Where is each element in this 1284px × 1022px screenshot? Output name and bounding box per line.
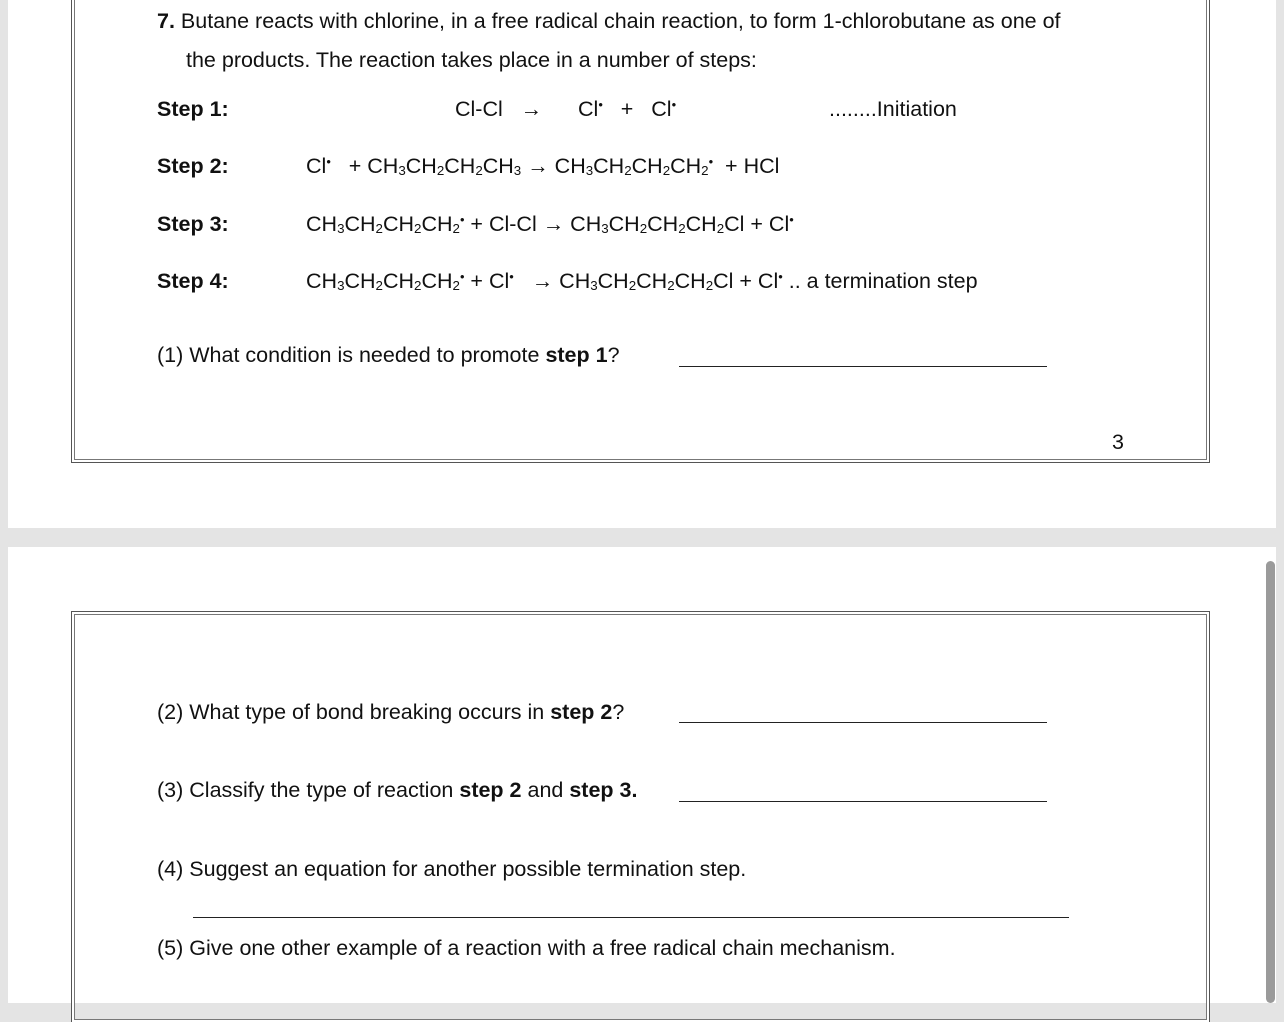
step-4-label: Step 4: — [157, 269, 229, 293]
page-number: 3 — [1112, 430, 1124, 454]
answer-blank-1[interactable] — [679, 366, 1047, 367]
step-4-equation: $CH_3CH_2CH_2CH_2^• + Cl^• \to CH_3CH_2CH_2CH_2Cl + Cl^•$ .. a termination step — [306, 268, 978, 293]
answer-blank-2[interactable] — [679, 722, 1047, 723]
question-4: (4) Suggest an equation for another possible termination step. — [157, 857, 747, 881]
step-2-label: Step 2: — [157, 154, 229, 178]
document-page-1 — [8, 0, 1276, 528]
vertical-scrollbar[interactable] — [1266, 561, 1275, 1003]
step-3-equation: $CH_3CH_2CH_2CH_2^• + Cl-Cl \to CH_3CH_2CH_2CH_2Cl + Cl^•$ — [306, 211, 794, 236]
question-2: (2) What type of bond breaking occurs in step 2? — [157, 700, 625, 724]
answer-blank-4[interactable] — [193, 917, 1069, 918]
step-1-label: Step 1: — [157, 97, 229, 121]
document-page-2 — [8, 547, 1276, 1003]
question-1: (1) What condition is needed to promote step 1? — [157, 343, 620, 367]
step-2-equation: $Cl^• + CH_3CH_2CH_2CH_3 \to CH_3CH_2CH_2CH_2^•$ + HCl — [306, 153, 780, 178]
question-5: (5) Give one other example of a reaction with a free radical chain mechanism. — [157, 936, 896, 960]
question-3: (3) Classify the type of reaction step 2 and step 3. — [157, 778, 638, 802]
question-7-intro-line1: 7. Butane reacts with chlorine, in a free radical chain reaction, to form 1-chlorobutane as one of — [157, 9, 1061, 33]
initiation-label: ........Initiation — [829, 97, 957, 121]
step-3-label: Step 3: — [157, 212, 229, 236]
question-7-intro-line2: the products. The reaction takes place in a number of steps: — [186, 48, 757, 72]
answer-blank-3[interactable] — [679, 801, 1047, 802]
step-1-equation: Cl-Cl → Cl• + Cl• — [455, 96, 677, 121]
